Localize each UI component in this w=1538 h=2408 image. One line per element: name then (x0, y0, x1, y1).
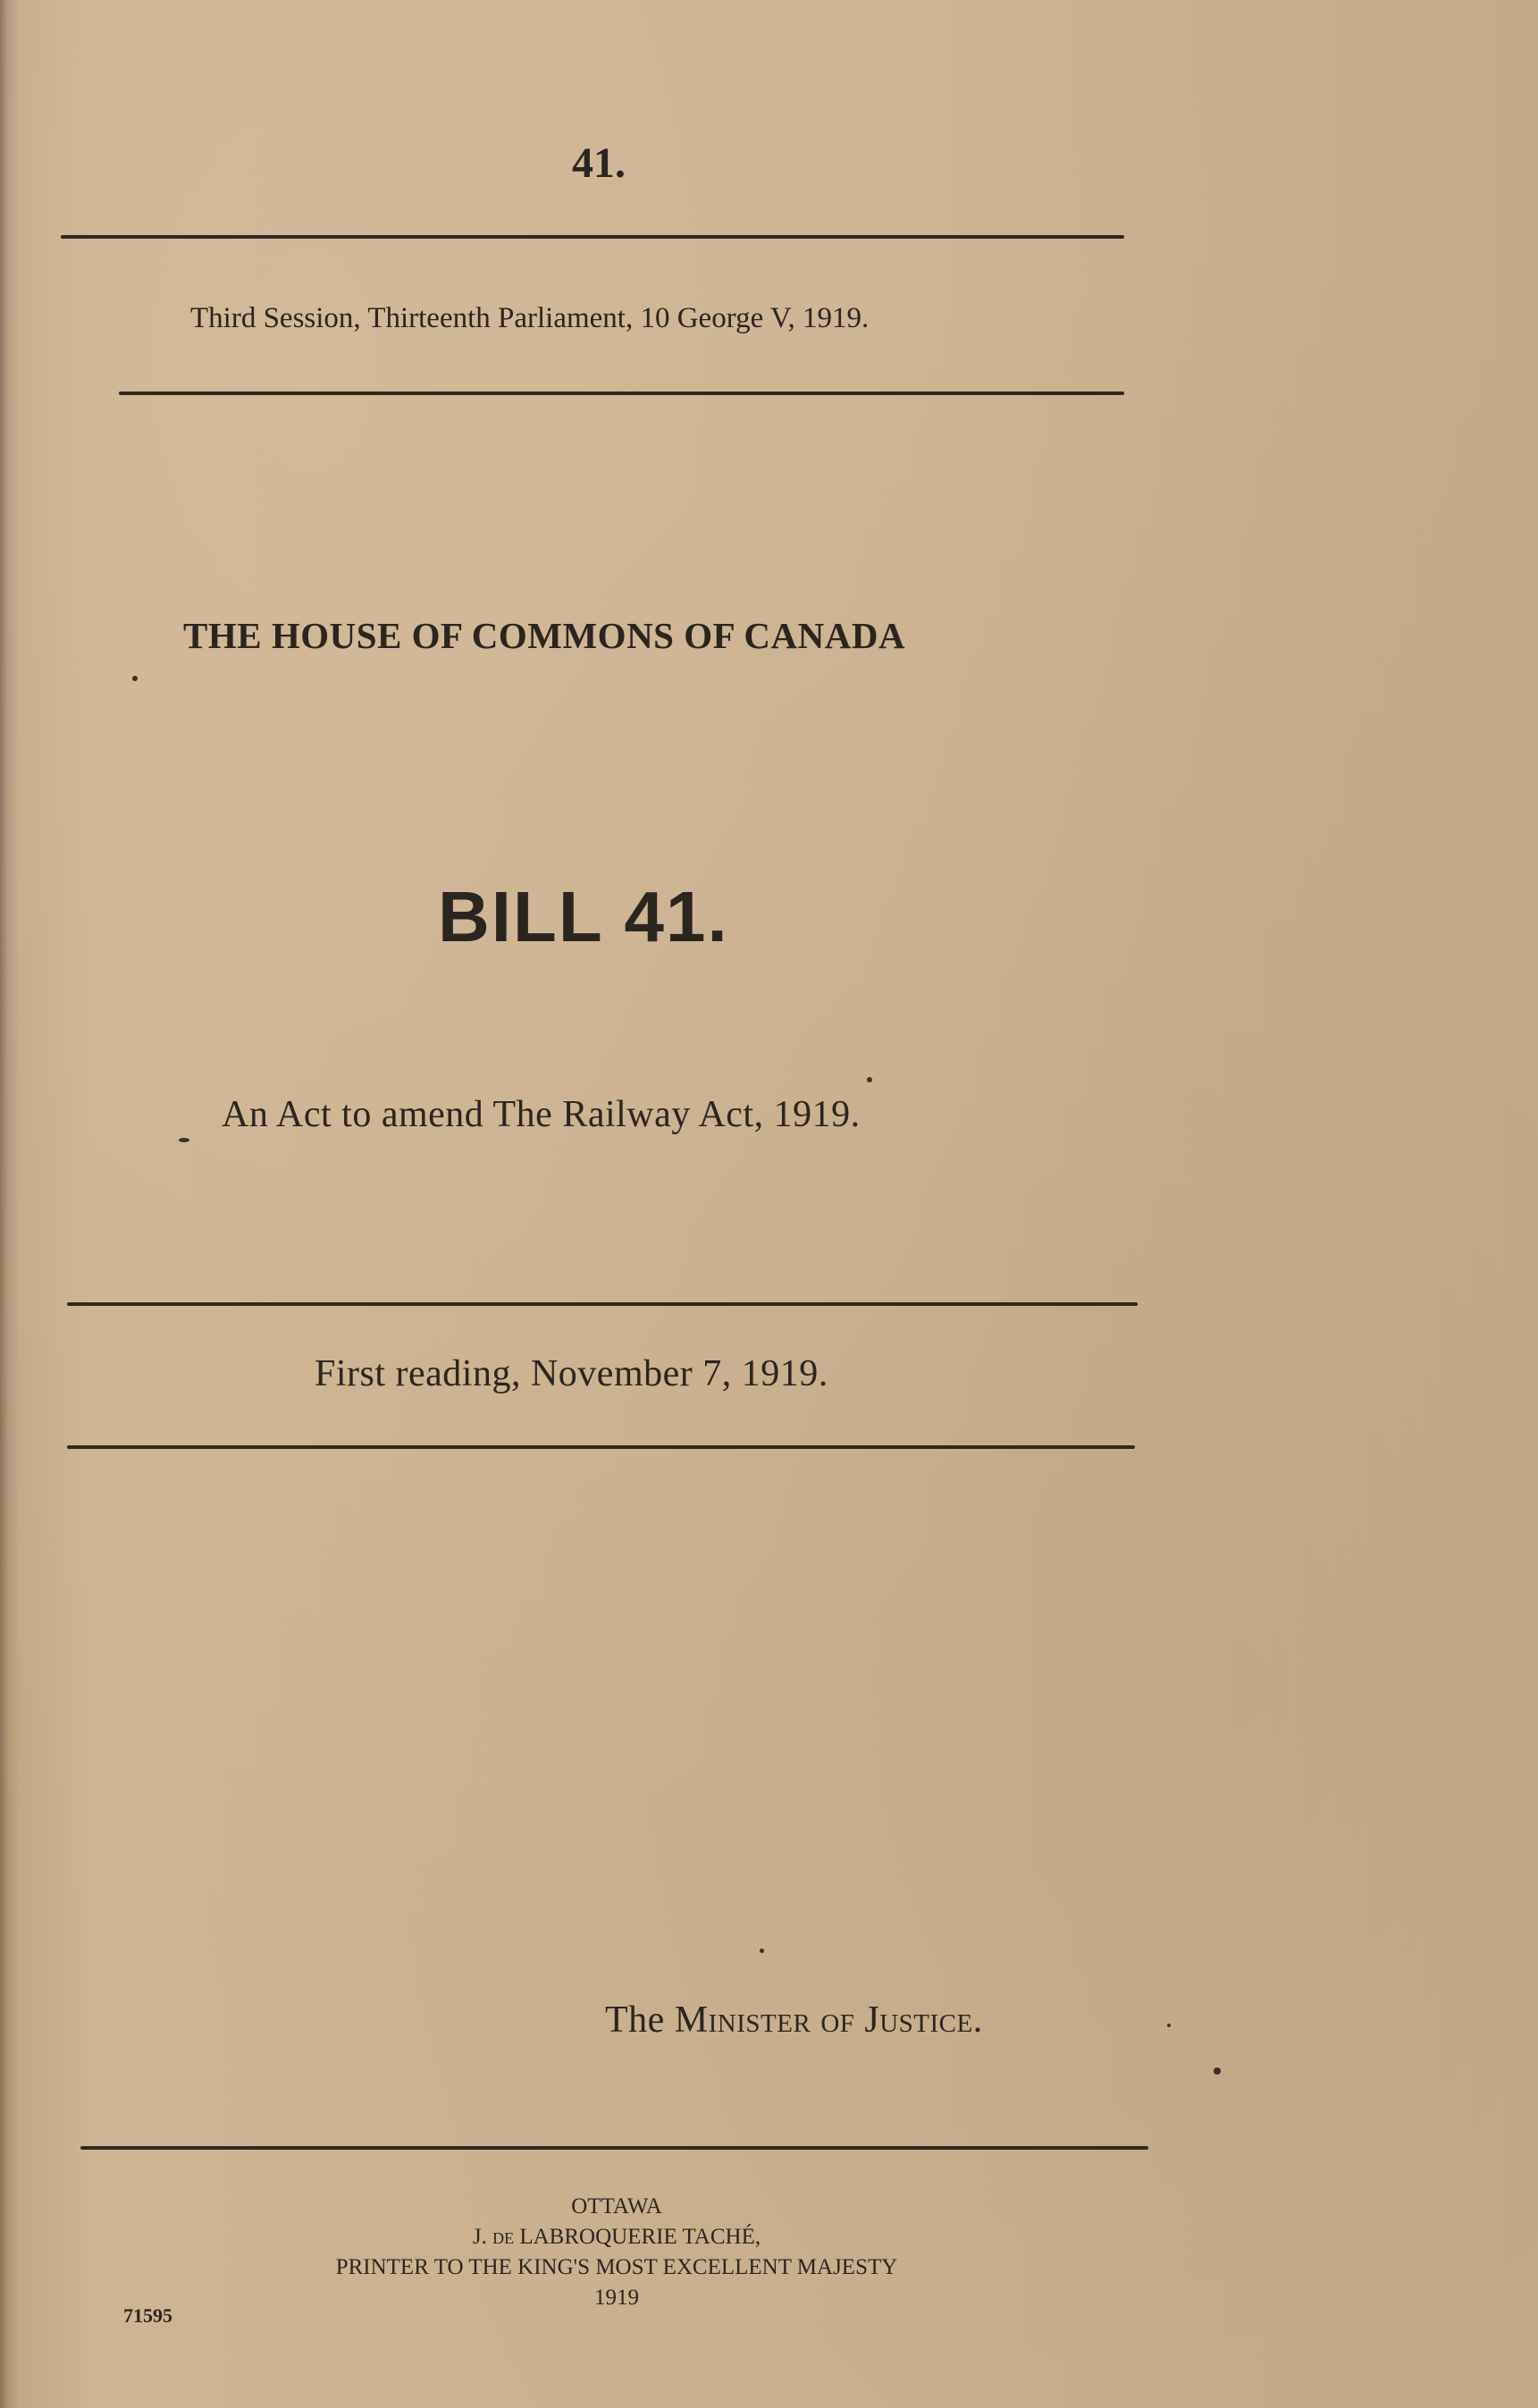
bill-number-header: 41. (572, 139, 626, 187)
paper-speck (179, 1138, 189, 1142)
paper-speck (760, 1949, 764, 1953)
minister-connector: of (820, 2000, 855, 2041)
session-line: Third Session, Thirteenth Parliament, 10 George V, 1919. (190, 302, 870, 334)
imprint-printer-title: PRINTER TO THE KING'S MOST EXCELLENT MAJESTY (335, 2255, 898, 2279)
form-number: 71595 (123, 2304, 172, 2327)
imprint-block (0, 2192, 1233, 2313)
imprint-printer (0, 2222, 1233, 2252)
minister-role: Minister (674, 2000, 811, 2041)
printer-surname: LABROQUERIE TACHÉ, (519, 2225, 761, 2249)
rule-act (67, 1302, 1138, 1306)
printer-particle: de (492, 2225, 515, 2249)
act-title: An Act to amend The Railway Act, 1919. (222, 1094, 861, 1135)
paper-speck (1214, 2067, 1221, 2075)
bill-title: BILL 41. (438, 877, 729, 956)
paper-speck (132, 676, 138, 681)
rule-first-reading (67, 1445, 1135, 1449)
minister-prefix: The (605, 2000, 665, 2041)
minister-line (605, 1999, 983, 2042)
rule-bottom (80, 2146, 1148, 2150)
paper-speck (867, 1077, 872, 1082)
paper-speck (1167, 2024, 1171, 2027)
imprint-year: 1919 (594, 2286, 639, 2310)
binding-edge (0, 0, 20, 2408)
minister-department: Justice. (864, 2000, 983, 2041)
rule-session (119, 392, 1124, 395)
rule-top (61, 235, 1124, 239)
house-heading: THE HOUSE OF COMMONS OF CANADA (183, 615, 906, 656)
first-reading-line: First reading, November 7, 1919. (315, 1353, 828, 1394)
printer-initial: J. (472, 2225, 487, 2249)
imprint-city: OTTAWA (571, 2194, 662, 2219)
